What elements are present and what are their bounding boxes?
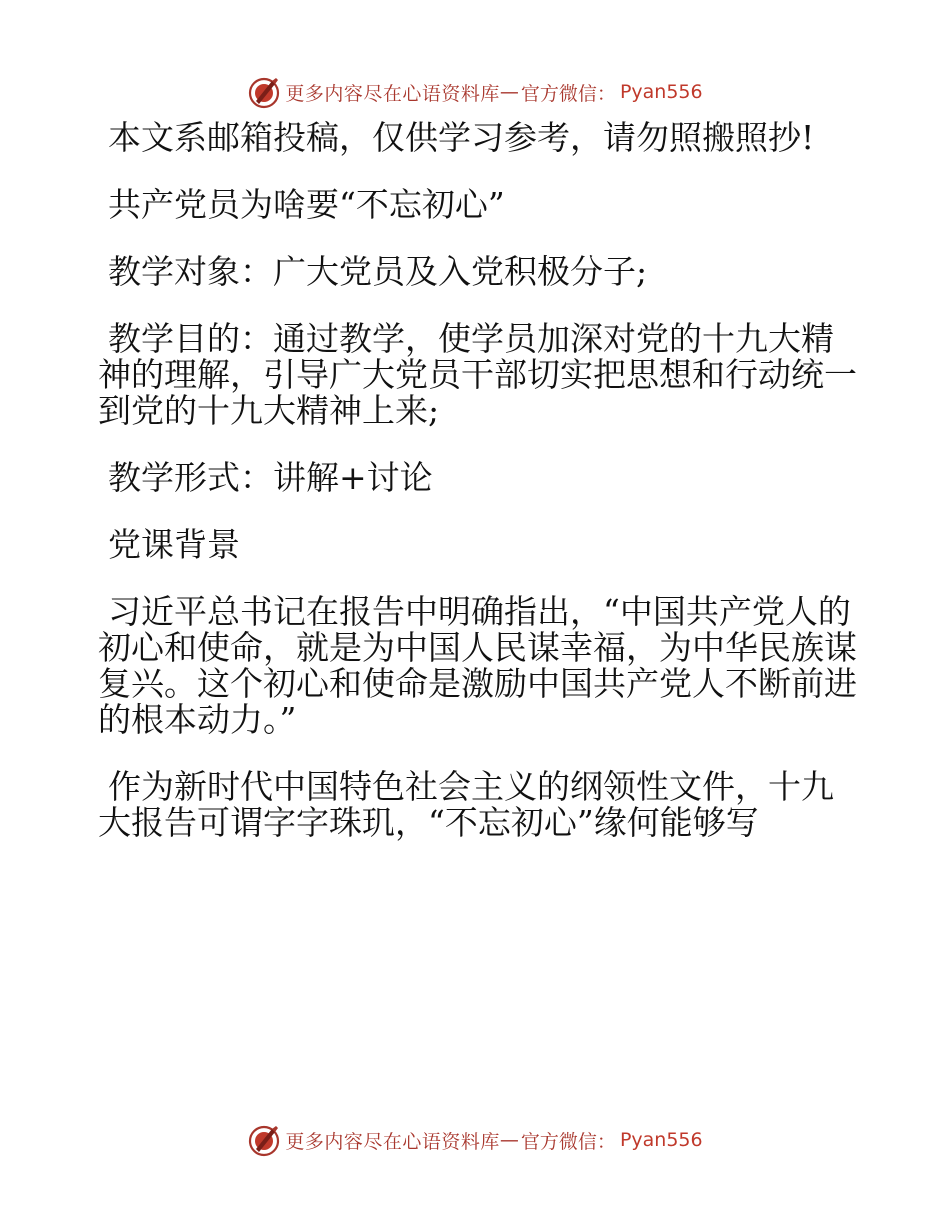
banner-separator: — [499,1129,519,1151]
banner-separator: — [499,81,519,103]
paragraph-purpose: 教学目的：通过教学，使学员加深对党的十九大精神的理解，引导广大党员干部切实把思想和行动统一到党的十九大精神上来; [98,319,857,430]
paragraph-format: 教学形式：讲解+讨论 [108,458,433,497]
banner-wechat-label: 官方微信： [520,1130,616,1153]
paragraph-audience: 教学对象：广大党员及入党积极分子; [108,252,648,291]
footer-banner [0,1120,950,1160]
pen-logo-icon [247,1123,281,1157]
paragraph-title: 共产党员为啥要“不忘初心” [108,185,505,224]
banner-slogan: 更多内容尽在心语资料库 [285,1130,500,1153]
paragraph-disclaimer: 本文系邮箱投稿，仅供学习参考，请勿照搬照抄! [108,118,815,157]
banner-wechat-id: Pyan556 [619,1129,703,1151]
banner-wechat-id: Pyan556 [619,81,703,103]
paragraph-background-heading: 党课背景 [108,525,240,564]
document-body [98,120,858,872]
banner-wechat-label: 官方微信： [520,82,616,105]
paragraph-report: 作为新时代中国特色社会主义的纲领性文件，十九大报告可谓字字珠玑，“不忘初心”缘何能够写 [98,767,834,842]
banner-slogan: 更多内容尽在心语资料库 [285,82,500,105]
paragraph-quote: 习近平总书记在报告中明确指出，“中国共产党人的初心和使命，就是为中国人民谋幸福，为中华民族谋复兴。这个初心和使命是激励中国共产党人不断前进的根本动力。” [98,592,857,739]
pen-logo-icon [247,75,281,109]
header-banner [0,72,950,112]
